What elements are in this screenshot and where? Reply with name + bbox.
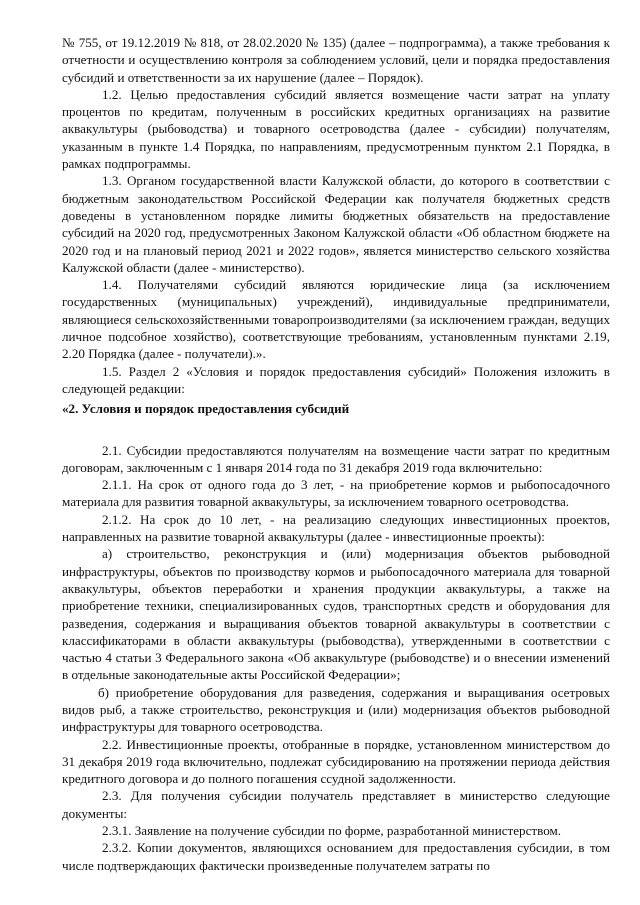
paragraph-2-3-2: 2.3.2. Копии документов, являющихся основанием для предоставления субсидии, в том числе подтверждающих фактически произведенные получателем затраты по <box>62 840 610 873</box>
paragraph-1-4: 1.4. Получателями субсидий являются юридические лица (за исключением государственных (муниципальных) учреждений), индивидуальные предприниматели, являющиеся сельскохозяйственными товаропроизводителями (за исключением граждан, ведущих личное подсобное хозяйство), соответствующие требованиям, установленным пунктами 2.19, 2.20 Порядка (далее - получатели).». <box>62 277 610 362</box>
paragraph-1-3: 1.3. Органом государственной власти Калужской области, до которого в соответствии с бюджетным законодательством Российской Федерации как получателя бюджетных средств доведены в установленном порядке лимиты бюджетных обязательств на предоставление субсидий на 2020 год, предусмотренных Законом Калужской области «Об областном бюджете на 2020 год и на плановый период 2021 и 2022 годов», является министерство сельского хозяйства Калужской области (далее - министерство). <box>62 173 610 275</box>
paragraph-2-3: 2.3. Для получения субсидии получатель представляет в министерство следующие документы: <box>62 788 610 821</box>
paragraph-2-3-1: 2.3.1. Заявление на получение субсидии по форме, разработанной министерством. <box>102 823 562 839</box>
paragraph-2-2: 2.2. Инвестиционные проекты, отобранные в порядке, установленном министерством до 31 декабря 2019 года включительно, подлежат субсидированию на протяжении периода действия кредитного договора и до полного погашения ссудной задолженности. <box>62 736 610 787</box>
paragraph-1-2: 1.2. Целью предоставления субсидий является возмещение части затрат на уплату процентов по кредитам, полученным в российских кредитных организациях на развитие аквакультуры (рыбоводства) и товарного осетроводства (далее - субсидии) получателям, указанным в пункте 1.4 Порядка, по направлениям, предусмотренным пунктом 2.1 Порядка, в рамках подпрограммы. <box>62 86 610 172</box>
paragraph-2-1-1: 2.1.1. На срок от одного года до 3 лет, - на приобретение кормов и рыбопосадочного материала для развития товарной аквакультуры, за исключением товарного осетроводства. <box>62 477 610 510</box>
section-2-heading: «2. Условия и порядок предоставления субсидий <box>62 401 350 417</box>
paragraph-2-1-2-a: а) строительство, реконструкция и (или) модернизация объектов рыбоводной инфраструктуры, объектов по производству кормов и рыбопосадочного материала для товарной аквакультуры, объектов переработки и хранения продукции аквакультуры, а также на приобретение техники, специализированных судов, транспортных средств и оборудования для разведения, содержания и выращивания объектов товарной аквакультуры в соответствии с классификаторами в области аквакультуры (рыбоводства), утвержденными в соответствии с частью 4 статьи 3 Федерального закона «Об аквакультуре (рыбоводстве) и о внесении изменений в отдельные законодательные акты Российской Федерации»; <box>62 546 610 683</box>
paragraph-2-1: 2.1. Субсидии предоставляются получателям на возмещение части затрат по кредитным договорам, заключенным с 1 января 2014 года по 31 декабря 2019 года включительно: <box>62 442 610 475</box>
paragraph-1-5: 1.5. Раздел 2 «Условия и порядок предоставления субсидий» Положения изложить в следующей редакции: <box>62 363 610 396</box>
paragraph-intro-continuation: № 755, от 19.12.2019 № 818, от 28.02.2020 № 135) (далее – подпрограмма), а также требования к отчетности и осуществлению контроля за соблюдением условий, цели и порядка предоставления субсидий и ответственности за их нарушение (далее – Порядок). <box>62 35 610 85</box>
paragraph-2-1-2: 2.1.2. На срок до 10 лет, - на реализацию следующих инвестиционных проектов, направленных на развитие товарной аквакультуры (далее - инвестиционные проекты): <box>62 511 610 545</box>
paragraph-2-1-2-b: б) приобретение оборудования для разведения, содержания и выращивания осетровых видов рыб, а также строительство, реконструкция и (или) модернизация объектов рыбоводной инфраструктуры для товарного осетроводства. <box>62 684 610 735</box>
